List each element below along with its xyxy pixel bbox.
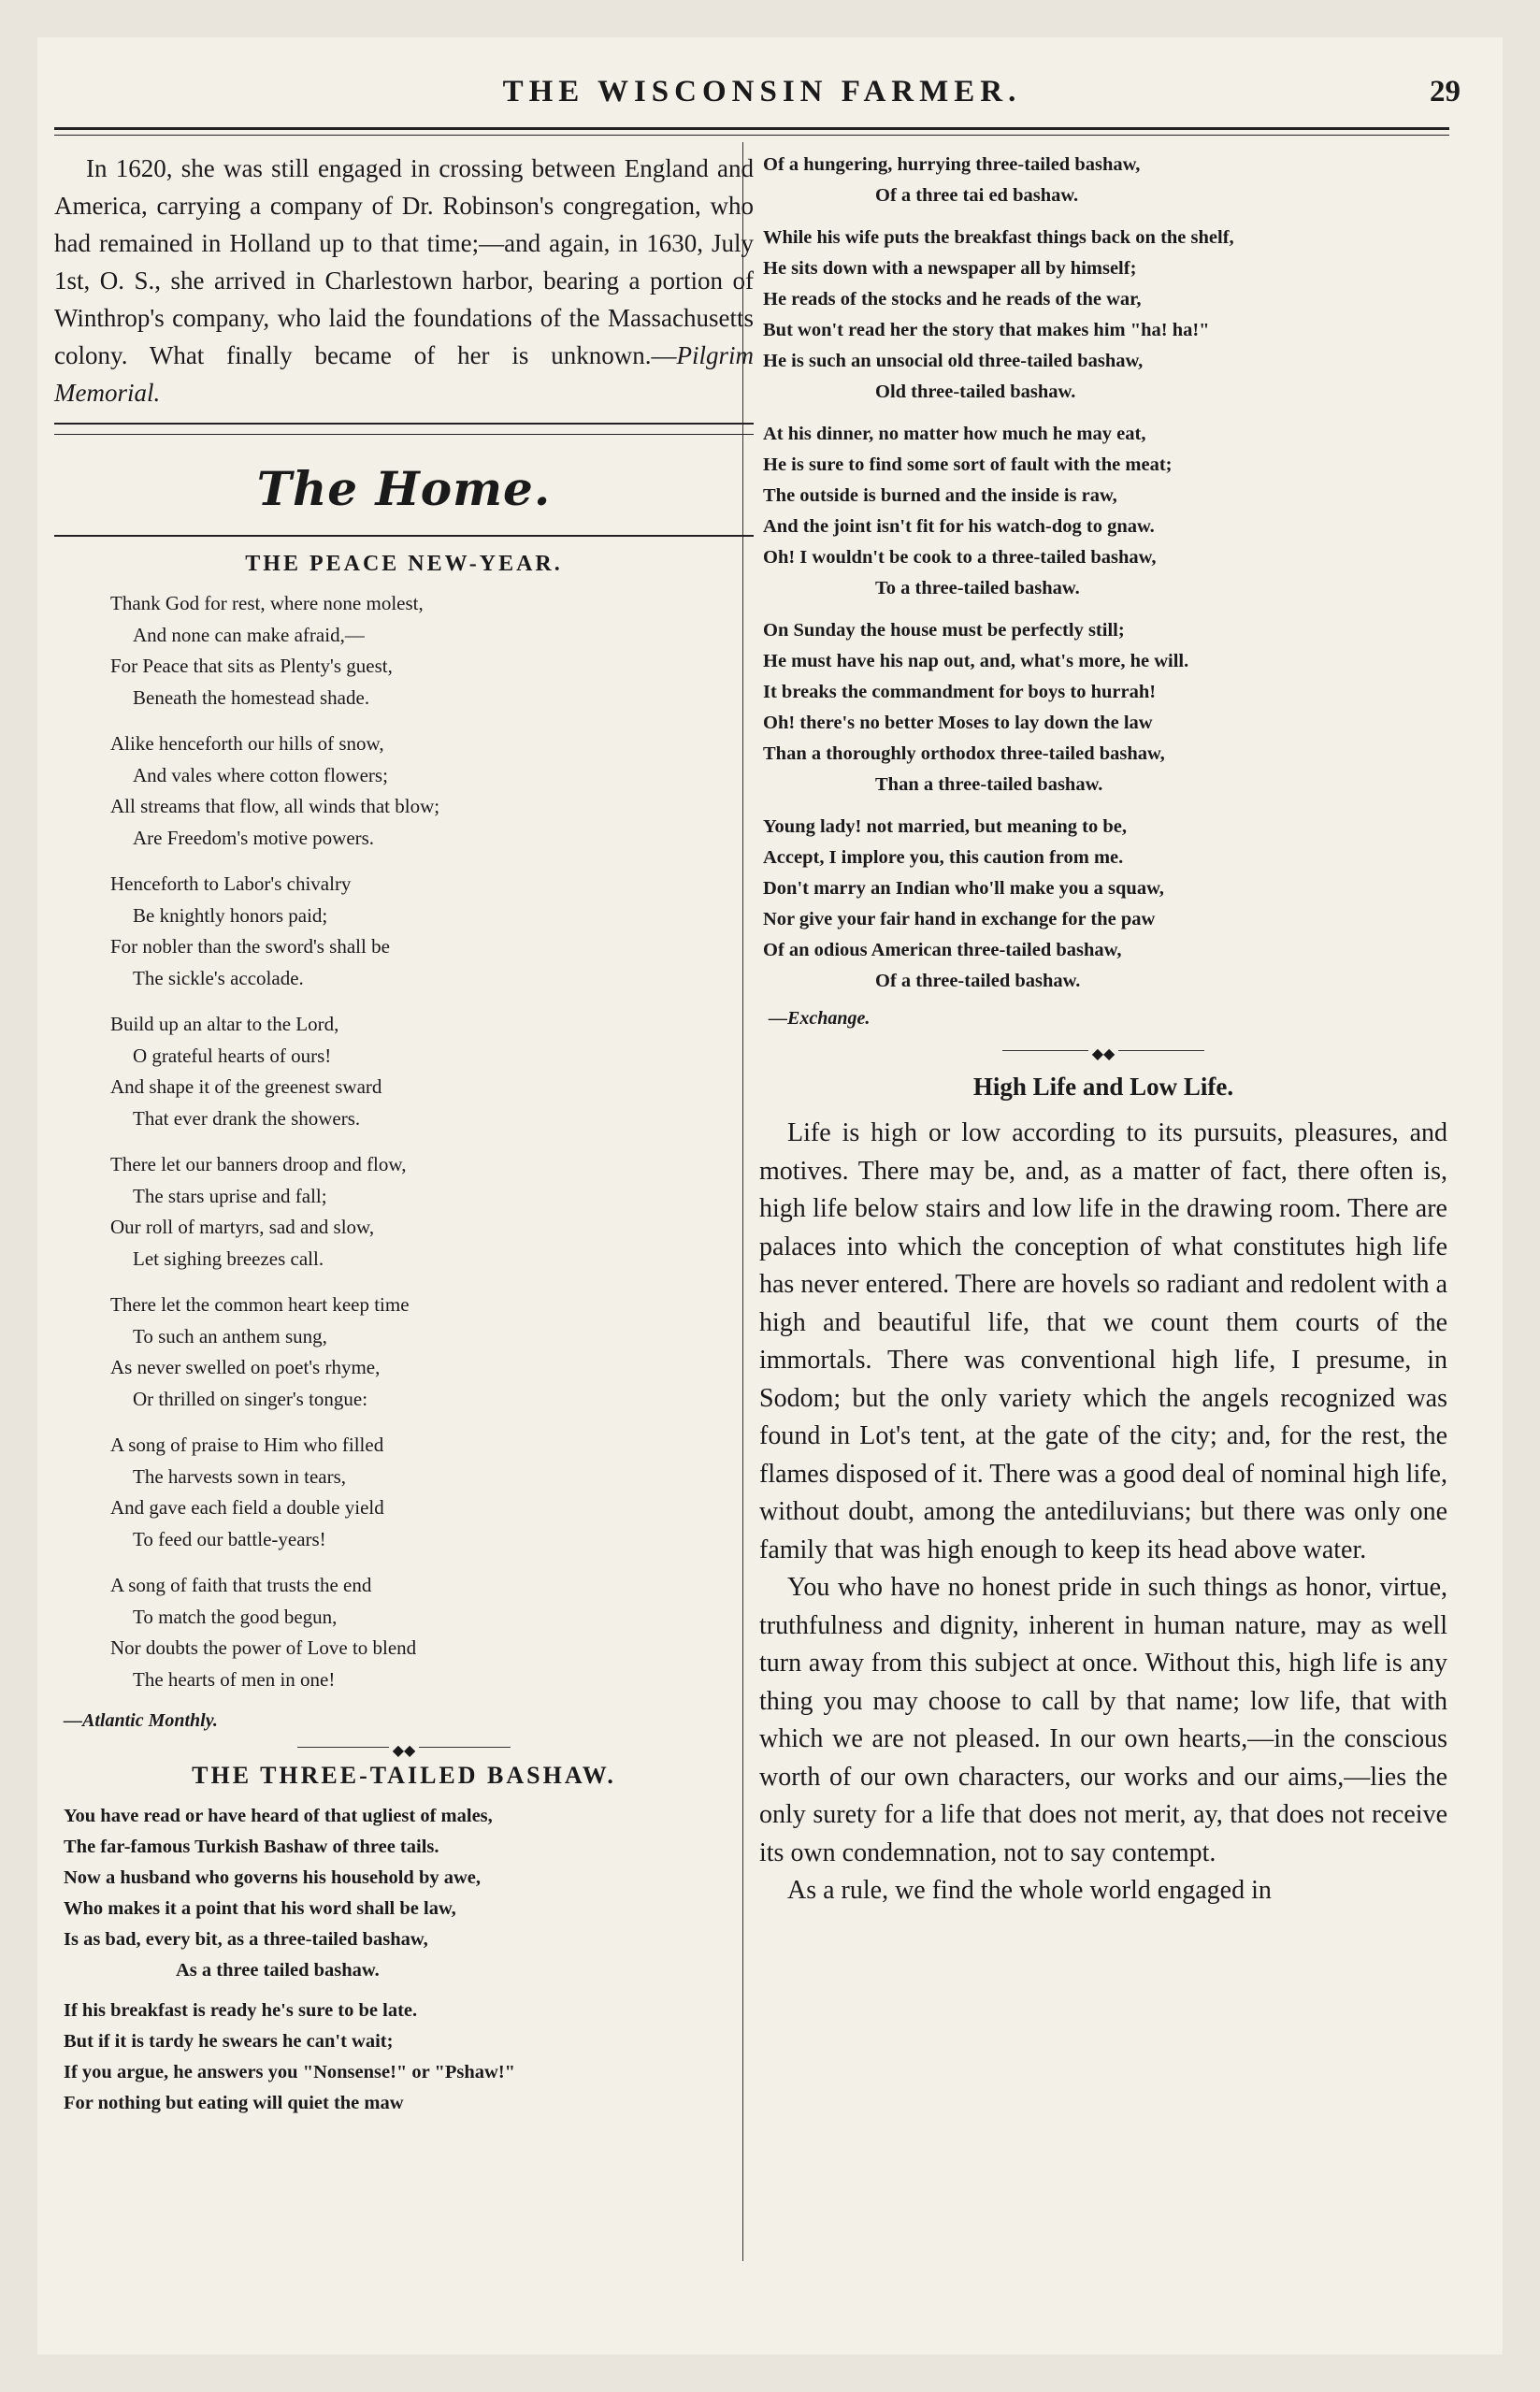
poem-line: He must have his nap out, and, what's more, he will.: [763, 651, 1189, 671]
poem-line: Henceforth to Labor's chivalry: [110, 872, 352, 895]
poem-line: Young lady! not married, but meaning to be,: [763, 816, 1127, 837]
left-column: [54, 150, 754, 2128]
poem-line: Our roll of martyrs, sad and slow,: [110, 1216, 375, 1238]
intro-paragraph: [54, 150, 754, 411]
poem-line: Nor doubts the power of Love to blend: [110, 1636, 417, 1659]
poem-line: Oh! I wouldn't be cook to a three-tailed bashaw,: [763, 547, 1157, 568]
poem-line: Than a three-tailed bashaw.: [875, 774, 1103, 795]
poem-line: The sickle's accolade.: [133, 966, 304, 989]
poem-bashaw-part-1: [64, 1801, 754, 2119]
newspaper-title: THE WISCONSIN FARMER.: [502, 75, 1022, 108]
masthead: [56, 75, 1468, 120]
poem-line: Of an odious American three-tailed bashaw,: [763, 940, 1122, 960]
poem-line: For Peace that sits as Plenty's guest,: [110, 655, 393, 677]
header-rule: [54, 127, 1449, 130]
poem-peace-new-year: [110, 588, 754, 1695]
poem-line: As a three tailed bashaw.: [176, 1960, 380, 1981]
poem-line: To match the good begun,: [133, 1605, 338, 1628]
page-number: 29: [1430, 75, 1461, 108]
stanza: [110, 728, 754, 854]
poem-line: As never swelled on poet's rhyme,: [110, 1356, 381, 1378]
poem-line: Don't marry an Indian who'll make you a squaw,: [763, 878, 1164, 899]
ornamental-rule-2: ◆◆: [759, 1045, 1447, 1056]
stanza: [110, 1570, 754, 1695]
poem-line: He is such an unsocial old three-tailed bashaw,: [763, 351, 1144, 371]
poem-line: Be knightly honors paid;: [133, 903, 328, 927]
poem-line: Oh! there's no better Moses to lay down the law: [763, 713, 1153, 733]
section-rule: [54, 423, 754, 425]
ornamental-rule: ◆◆: [54, 1741, 754, 1752]
poem-line: At his dinner, no matter how much he may eat,: [763, 424, 1146, 444]
header-rule-thin: [54, 135, 1449, 136]
paragraph: You who have no honest pride in such things as honor, virtue, truthfulness and dignity, inherent in human nature, may as well turn away from this subject at once. Without this, high life is any thing you may choose to call by that name; low life, that with which we are not pleased. In our own hearts,—in the conscious worth of our own characters, our works and our aims,—lies the only surety for a life that does not merit, ay, that does not receive its own condemnation, not to say contempt.: [759, 1573, 1447, 1867]
poem-line: He reads of the stocks and he reads of the war,: [763, 289, 1142, 310]
article-title-high-life: High Life and Low Life.: [972, 1073, 1234, 1101]
stanza: [110, 1149, 754, 1275]
poem-line: He sits down with a newspaper all by himself;: [763, 258, 1137, 279]
poem-line: Nor give your fair hand in exchange for the paw: [763, 909, 1156, 929]
poem-bashaw-part-2: [763, 150, 1447, 997]
poem-line: Alike henceforth our hills of snow,: [110, 732, 384, 755]
paragraph: Life is high or low according to its pursuits, pleasures, and motives. There may be, and, as a matter of fact, there often is, high life below stairs and low life in the drawing room. There are palaces into which the conception of what constitutes high life has never entered. There are hovels so radiant and redolent with a high and beautiful life, that we count them courts of the immortals. There was conventional high life, I presume, in Sodom; but the only variety which the angels recognized was found in Lot's tent, at the gate of the city; and, for the rest, the flames disposed of it. There was a good deal of nominal high life, without doubt, among the antediluvians; but there was only one family that was high enough to keep its head above water.: [759, 1118, 1447, 1564]
poem-line: He is sure to find some sort of fault with the meat;: [763, 454, 1173, 475]
poem-line: There let the common heart keep time: [110, 1293, 410, 1316]
poem-title-three-tailed-bashaw: THE THREE-TAILED BASHAW.: [192, 1762, 616, 1789]
stanza: [763, 812, 1447, 997]
section-rule-2: [54, 535, 754, 537]
poem-line: If his breakfast is ready he's sure to be late.: [64, 2000, 418, 2021]
poem-line: All streams that flow, all winds that blow;: [110, 795, 440, 817]
stanza: [110, 1290, 754, 1415]
poem-line: The harvests sown in tears,: [133, 1464, 347, 1488]
poem-line: The far-famous Turkish Bashaw of three tails.: [64, 1837, 439, 1857]
intro-article: [54, 150, 754, 411]
article-high-life: [759, 1115, 1447, 1910]
poem-attribution: —Atlantic Monthly.: [64, 1710, 218, 1731]
poem-line: And none can make afraid,—: [133, 623, 365, 646]
poem-line: A song of praise to Him who filled: [110, 1434, 384, 1456]
poem-line: On Sunday the house must be perfectly still;: [763, 620, 1125, 641]
stanza: [110, 1009, 754, 1134]
intro-text: In 1620, she was still engaged in crossing between England and America, carrying a company of Dr. Robinson's congregation, who had remained in Holland up to that time;—and again, in 1630, July 1st, O. S., she arrived in Charlestown harbor, bearing a portion of Winthrop's company, who laid the foundations of the Massachusetts colony. What finally became of her is unknown.—: [54, 154, 754, 369]
poem-line: While his wife puts the breakfast things back on the shelf,: [763, 227, 1234, 248]
poem-line: Build up an altar to the Lord,: [110, 1013, 339, 1035]
poem-line: You have read or have heard of that ugliest of males,: [64, 1806, 493, 1826]
stanza: [110, 869, 754, 994]
poem-line: Than a thoroughly orthodox three-tailed bashaw,: [763, 743, 1165, 764]
stanza: [110, 588, 754, 713]
poem-line: Let sighing breezes call.: [133, 1246, 324, 1270]
bashaw-attribution: —Exchange.: [769, 1008, 871, 1029]
poem-line: But won't read her the story that makes him "ha! ha!": [763, 320, 1210, 340]
poem-line: That ever drank the showers.: [133, 1106, 361, 1130]
stanza: [763, 615, 1447, 800]
poem-line: Are Freedom's motive powers.: [133, 826, 375, 849]
stanza: [763, 150, 1447, 211]
poem-line: Of a hungering, hurrying three-tailed bashaw,: [763, 154, 1141, 175]
poem-line: But if it is tardy he swears he can't wait;: [64, 2031, 394, 2052]
poem-line: If you argue, he answers you "Nonsense!" or "Pshaw!": [64, 2062, 516, 2082]
poem-line: The hearts of men in one!: [133, 1667, 336, 1691]
poem-line: The stars uprise and fall;: [133, 1184, 327, 1207]
poem-line: It breaks the commandment for boys to hurrah!: [763, 682, 1157, 702]
stanza: [763, 419, 1447, 604]
poem-line: Of a three tai ed bashaw.: [875, 185, 1079, 206]
poem-line: To a three-tailed bashaw.: [875, 578, 1080, 598]
poem-line: And vales where cotton flowers;: [133, 763, 388, 786]
poem-line: For nobler than the sword's shall be: [110, 935, 390, 958]
poem-line: The outside is burned and the inside is raw,: [763, 485, 1117, 506]
right-column: [759, 150, 1447, 1910]
poem-line: And gave each field a double yield: [110, 1496, 384, 1519]
poem-line: Now a husband who governs his household by awe,: [64, 1867, 482, 1888]
poem-line: To feed our battle-years!: [133, 1527, 326, 1550]
poem-line: Or thrilled on singer's tongue:: [133, 1387, 368, 1410]
intro-attribution: Pilgrim Memorial.: [54, 341, 754, 407]
poem-line: For nothing but eating will quiet the maw: [64, 2093, 404, 2113]
poem-title-peace-new-year: THE PEACE NEW-YEAR.: [245, 552, 563, 576]
poem-line: To such an anthem sung,: [133, 1324, 327, 1347]
poem-line: Beneath the homestead shade.: [133, 685, 370, 709]
poem-line: Who makes it a point that his word shall be law,: [64, 1898, 456, 1919]
poem-line: There let our banners droop and flow,: [110, 1153, 407, 1175]
poem-line: And the joint isn't fit for his watch-dog to gnaw.: [763, 516, 1155, 537]
poem-line: A song of faith that trusts the end: [110, 1574, 372, 1596]
paragraph: As a rule, we find the whole world engaged in: [787, 1876, 1272, 1905]
poem-line: And shape it of the greenest sward: [110, 1075, 382, 1098]
poem-line: Of a three-tailed bashaw.: [875, 971, 1081, 991]
poem-line: O grateful hearts of ours!: [133, 1044, 332, 1067]
poem-line: Old three-tailed bashaw.: [875, 382, 1076, 402]
poem-line: Is as bad, every bit, as a three-tailed bashaw,: [64, 1929, 428, 1950]
section-heading-the-home: The Home.: [256, 461, 552, 516]
stanza: [64, 1801, 754, 1986]
poem-line: Accept, I implore you, this caution from me.: [763, 847, 1124, 868]
stanza: [64, 1996, 754, 2119]
stanza: [763, 223, 1447, 408]
stanza: [110, 1430, 754, 1555]
poem-line: Thank God for rest, where none molest,: [110, 592, 424, 614]
section-rule-thin: [54, 434, 754, 435]
